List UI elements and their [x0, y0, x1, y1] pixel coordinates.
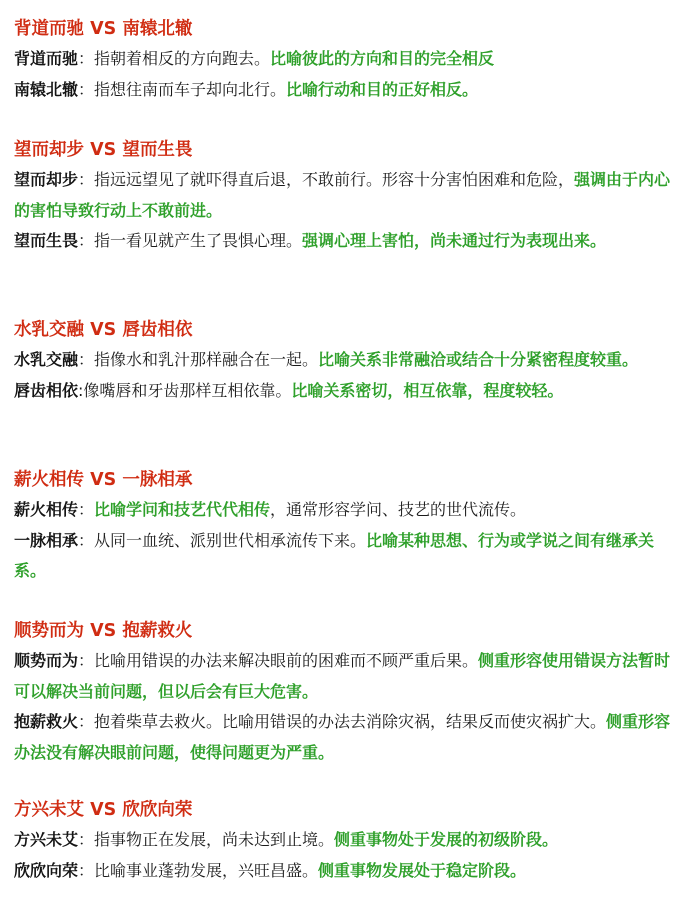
- definition: 指事物正在发展，尚未达到止境。: [94, 830, 335, 849]
- idiom-section: [14, 467, 678, 587]
- separator: ：: [78, 860, 95, 880]
- idiom-entry: [14, 825, 678, 856]
- definition: 指远远望见了就吓得直后退，不敢前行。形容十分害怕困难和危险，: [94, 170, 575, 189]
- highlight-meaning: 侧重事物处于发展的初级阶段。: [334, 830, 559, 849]
- section-title: 顺势而为 VS 抱薪救火: [14, 621, 193, 641]
- idiom-entry: [14, 165, 678, 226]
- highlight-meaning: 强调由于内心的害怕导致行动上不敢前进。: [14, 170, 671, 220]
- definition: 指像水和乳汁那样融合在一起。: [94, 350, 319, 369]
- highlight-meaning: 比喻学问和技艺代代相传: [94, 500, 271, 519]
- section-title: 薪火相传 VS 一脉相承: [14, 470, 193, 490]
- idiom-term: 望而生畏: [14, 231, 79, 250]
- separator: ：: [78, 500, 95, 519]
- separator: ：: [78, 170, 95, 189]
- idiom-term: 欣欣向荣: [14, 860, 79, 880]
- separator: ：: [78, 49, 95, 68]
- idiom-term: 方兴未艾: [14, 830, 79, 849]
- idiom-section: [14, 618, 678, 768]
- separator: ：: [78, 651, 95, 670]
- definition: 指想往南而车子却向北行。: [94, 79, 287, 99]
- idiom-entry: [14, 226, 678, 257]
- idiom-term: 薪火相传: [14, 500, 79, 519]
- separator: ：: [78, 712, 95, 731]
- definition: 比喻事业蓬勃发展，兴旺昌盛。: [94, 860, 319, 880]
- definition: 指一看见就产生了畏惧心理。: [94, 231, 303, 250]
- idiom-entry: [14, 75, 678, 106]
- idiom-term: 水乳交融: [14, 350, 79, 369]
- idiom-entry: [14, 376, 678, 407]
- highlight-meaning: 比喻关系密切，相互依靠，程度较轻。: [291, 380, 564, 400]
- idiom-term: 顺势而为: [14, 651, 79, 670]
- idiom-entry: [14, 646, 678, 707]
- idiom-entry: [14, 856, 678, 887]
- highlight-meaning: 比喻行动和目的正好相反。: [286, 79, 479, 99]
- section-title: 背道而驰 VS 南辕北辙: [14, 19, 193, 39]
- idiom-section: [14, 797, 678, 886]
- separator: ：: [78, 231, 95, 250]
- idiom-term: 望而却步: [14, 170, 79, 189]
- highlight-meaning: 侧重事物发展处于稳定阶段。: [318, 860, 527, 880]
- definition-tail: ，通常形容学问、技艺的世代流传。: [270, 500, 527, 519]
- separator: ：: [78, 79, 95, 99]
- idiom-entry: [14, 707, 678, 768]
- definition: 像嘴唇和牙齿那样互相依靠。: [83, 380, 292, 400]
- separator: ：: [78, 350, 95, 369]
- definition: 从同一血统、派别世代相承流传下来。: [94, 530, 367, 550]
- idiom-entry: [14, 526, 678, 587]
- highlight-meaning: 强调心理上害怕，尚未通过行为表现出来。: [302, 231, 607, 250]
- idiom-section: [14, 16, 678, 105]
- separator: ：: [78, 830, 95, 849]
- separator: ：: [78, 530, 95, 550]
- section-title: 水乳交融 VS 唇齿相依: [14, 320, 193, 340]
- definition: 抱着柴草去救火。比喻用错误的办法去消除灾祸，结果反而使灾祸扩大。: [94, 712, 607, 731]
- idiom-section: [14, 137, 678, 257]
- highlight-meaning: 比喻彼此的方向和目的完全相反: [270, 49, 495, 68]
- definition: 比喻用错误的办法来解决眼前的困难而不顾严重后果。: [94, 651, 479, 670]
- idiom-term: 唇齿相依: [14, 380, 79, 400]
- idiom-entry: [14, 495, 678, 526]
- idiom-section: [14, 317, 678, 406]
- section-title: 望而却步 VS 望而生畏: [14, 140, 193, 160]
- idiom-term: 南辕北辙: [14, 79, 79, 99]
- idiom-entry: [14, 44, 678, 75]
- section-title: 方兴未艾 VS 欣欣向荣: [14, 800, 193, 820]
- idiom-term: 抱薪救火: [14, 712, 79, 731]
- idiom-entry: [14, 345, 678, 376]
- idiom-term: 一脉相承: [14, 530, 79, 550]
- highlight-meaning: 比喻某种思想、行为或学说之间有继承关系。: [14, 530, 655, 580]
- separator: :: [78, 380, 84, 400]
- highlight-meaning: 侧重形容办法没有解决眼前问题，使得问题更为严重。: [14, 712, 671, 762]
- idiom-term: 背道而驰: [14, 49, 79, 68]
- highlight-meaning: 比喻关系非常融洽或结合十分紧密程度较重。: [318, 350, 639, 369]
- highlight-meaning: 侧重形容使用错误方法暂时可以解决当前问题，但以后会有巨大危害。: [14, 651, 671, 701]
- definition: 指朝着相反的方向跑去。: [94, 49, 271, 68]
